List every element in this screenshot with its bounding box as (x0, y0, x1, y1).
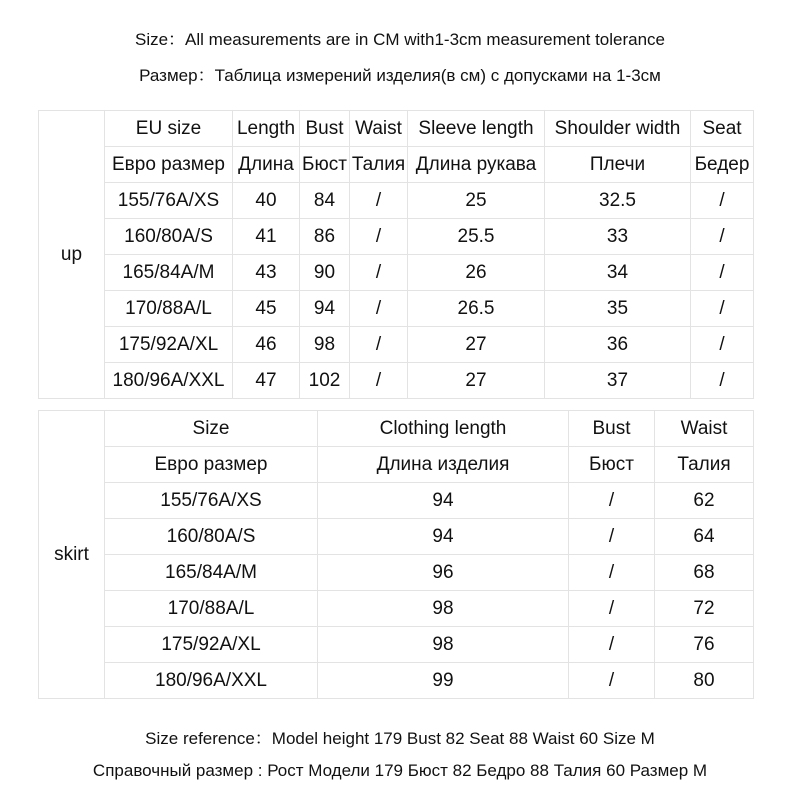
table-cell: 155/76A/XS (105, 483, 318, 519)
table-row (39, 483, 754, 519)
table-cell: 27 (408, 363, 545, 399)
size-note-ru: Размер：Таблица измерений изделия(в см) с допусками на 1-3см (139, 66, 661, 85)
table-cell: 99 (318, 663, 569, 699)
table-cell: 84 (300, 183, 350, 219)
size-reference-en: Size reference：Model height 179 Bust 82 Seat 88 Waist 60 Size M (145, 729, 655, 748)
table-cell: 175/92A/XL (105, 327, 233, 363)
table-cell: 36 (545, 327, 691, 363)
header-cell: Length (233, 111, 300, 147)
table-cell: 32.5 (545, 183, 691, 219)
table-cell: / (569, 555, 655, 591)
table-header-row-ru (39, 447, 754, 483)
header-cell: Waist (350, 111, 408, 147)
header-cell: Длина рукава (408, 147, 545, 183)
table-cell: 180/96A/XXL (105, 363, 233, 399)
header-cell: Бедер (691, 147, 754, 183)
skirt-size-table (38, 410, 754, 699)
header-cell: Waist (655, 411, 754, 447)
group-label-up: up (39, 111, 105, 399)
table-cell: 165/84A/M (105, 555, 318, 591)
table-row (39, 555, 754, 591)
table-row (39, 627, 754, 663)
table-cell: 160/80A/S (105, 519, 318, 555)
table-cell: 94 (318, 483, 569, 519)
header-cell: Плечи (545, 147, 691, 183)
table-cell: 160/80A/S (105, 219, 233, 255)
table-cell: 43 (233, 255, 300, 291)
up-size-table (38, 110, 754, 399)
table-cell: 102 (300, 363, 350, 399)
table-cell: / (350, 291, 408, 327)
table-header-row (39, 411, 754, 447)
table-cell: / (350, 363, 408, 399)
table-cell: 46 (233, 327, 300, 363)
table-cell: 35 (545, 291, 691, 327)
table-row (39, 255, 754, 291)
header-cell: Бюст (300, 147, 350, 183)
table-cell: 170/88A/L (105, 291, 233, 327)
header-cell: Длина (233, 147, 300, 183)
table-cell: 37 (545, 363, 691, 399)
table-cell: 27 (408, 327, 545, 363)
table-cell: / (569, 483, 655, 519)
table-cell: 40 (233, 183, 300, 219)
table-cell: 62 (655, 483, 754, 519)
table-cell: / (569, 591, 655, 627)
table-cell: / (691, 291, 754, 327)
table-cell: 155/76A/XS (105, 183, 233, 219)
table-row (39, 363, 754, 399)
table-cell: 34 (545, 255, 691, 291)
table-cell: 26.5 (408, 291, 545, 327)
header-cell: Bust (569, 411, 655, 447)
header-cell: Bust (300, 111, 350, 147)
table-cell: 180/96A/XXL (105, 663, 318, 699)
table-cell: 98 (318, 627, 569, 663)
header-cell: Sleeve length (408, 111, 545, 147)
table-cell: 98 (300, 327, 350, 363)
table-cell: 76 (655, 627, 754, 663)
table-row (39, 519, 754, 555)
table-cell: / (350, 255, 408, 291)
table-cell: 94 (318, 519, 569, 555)
table-cell: 33 (545, 219, 691, 255)
table-cell: / (350, 219, 408, 255)
table-row (39, 219, 754, 255)
group-label-skirt: skirt (39, 411, 105, 699)
table-cell: / (691, 219, 754, 255)
table-cell: 175/92A/XL (105, 627, 318, 663)
table-cell: / (350, 327, 408, 363)
header-cell: Clothing length (318, 411, 569, 447)
table-cell: / (569, 627, 655, 663)
header-cell: Талия (655, 447, 754, 483)
table-cell: / (350, 183, 408, 219)
header-cell: Seat (691, 111, 754, 147)
table-cell: 170/88A/L (105, 591, 318, 627)
table-cell: 72 (655, 591, 754, 627)
table-cell: 26 (408, 255, 545, 291)
table-row (39, 291, 754, 327)
table-cell: 68 (655, 555, 754, 591)
table-row (39, 663, 754, 699)
table-header-row-ru (39, 147, 754, 183)
table-cell: 96 (318, 555, 569, 591)
header-cell: Shoulder width (545, 111, 691, 147)
header-cell: Евро размер (105, 447, 318, 483)
header-cell: Длина изделия (318, 447, 569, 483)
table-row (39, 591, 754, 627)
table-cell: / (691, 255, 754, 291)
header-cell: Size (105, 411, 318, 447)
table-cell: / (691, 183, 754, 219)
table-cell: 165/84A/M (105, 255, 233, 291)
header-cell: Евро размер (105, 147, 233, 183)
header-cell: Талия (350, 147, 408, 183)
table-cell: 98 (318, 591, 569, 627)
header-cell: EU size (105, 111, 233, 147)
table-row (39, 183, 754, 219)
table-cell: / (691, 327, 754, 363)
table-cell: 45 (233, 291, 300, 327)
table-cell: / (569, 663, 655, 699)
table-cell: 64 (655, 519, 754, 555)
table-header-row (39, 111, 754, 147)
size-reference-ru: Справочный размер : Рост Модели 179 Бюст 82 Бедро 88 Талия 60 Размер M (92, 761, 708, 780)
table-cell: 47 (233, 363, 300, 399)
size-note-en: Size：All measurements are in CM with1-3cm measurement tolerance (134, 30, 666, 49)
table-cell: 90 (300, 255, 350, 291)
table-cell: 41 (233, 219, 300, 255)
table-cell: 25.5 (408, 219, 545, 255)
header-cell: Бюст (569, 447, 655, 483)
table-cell: 94 (300, 291, 350, 327)
table-cell: / (691, 363, 754, 399)
table-cell: 86 (300, 219, 350, 255)
table-cell: 80 (655, 663, 754, 699)
table-cell: / (569, 519, 655, 555)
table-row (39, 327, 754, 363)
table-cell: 25 (408, 183, 545, 219)
